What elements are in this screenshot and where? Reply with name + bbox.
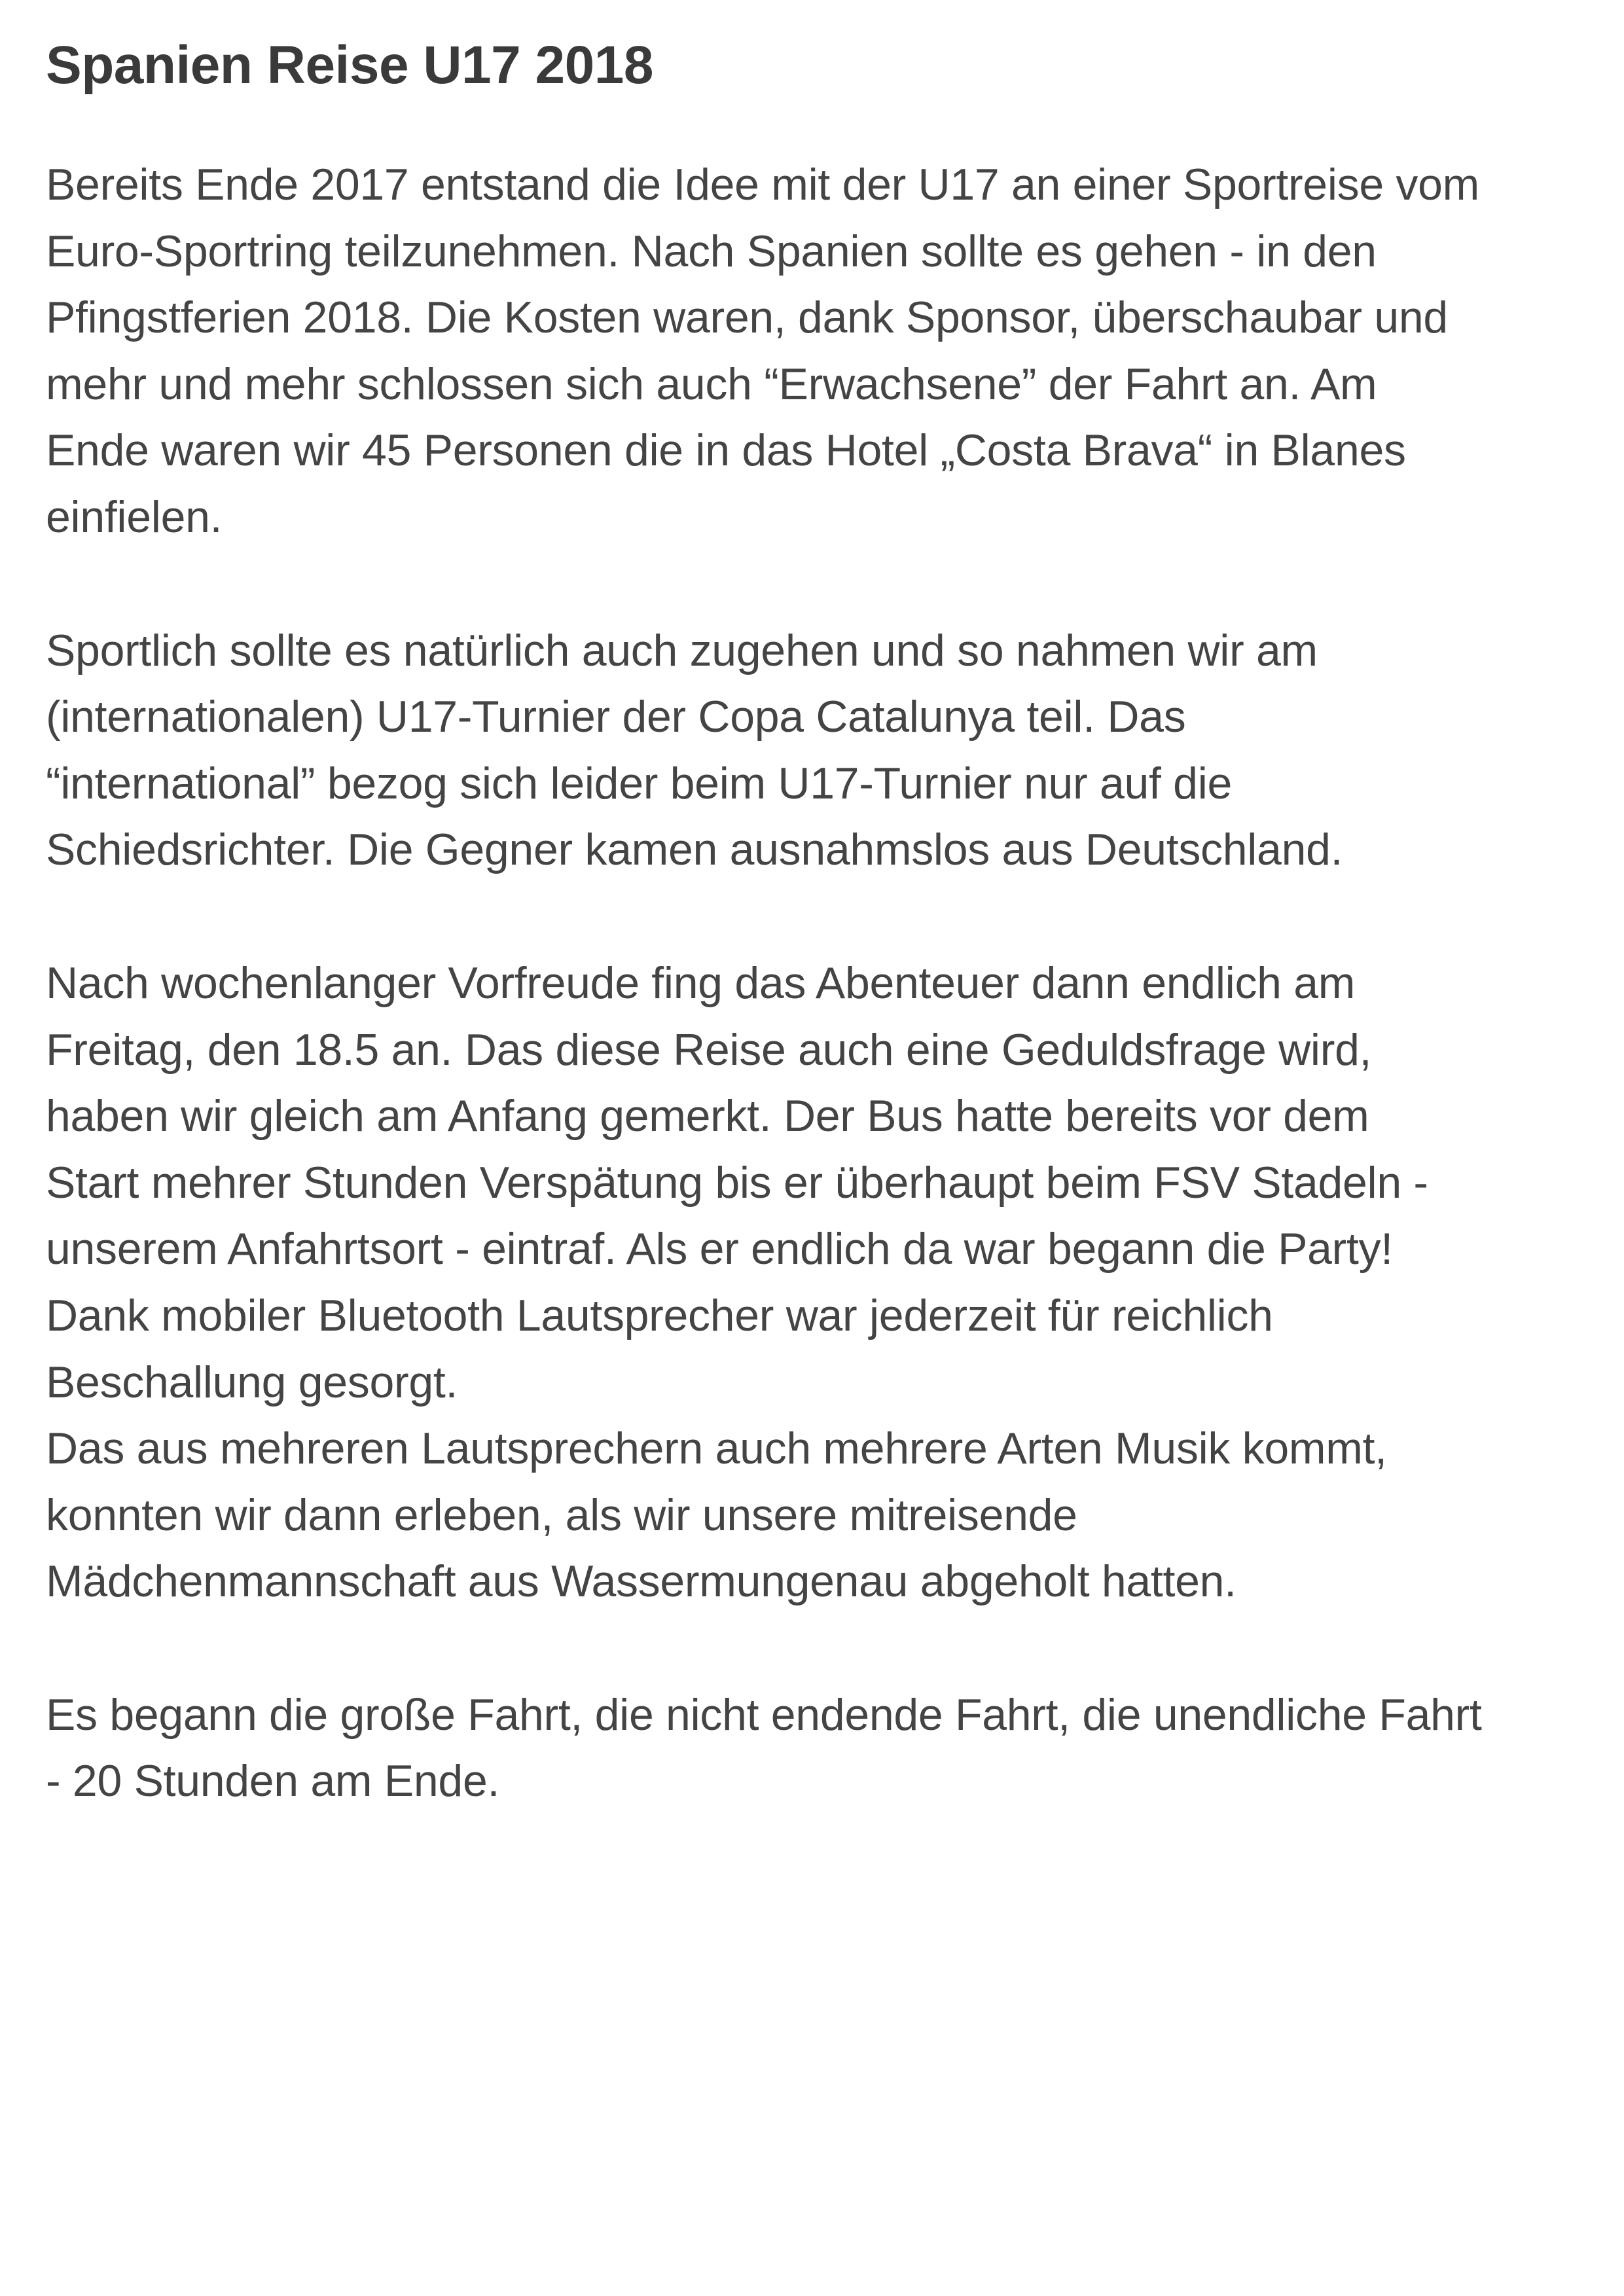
paragraph-music — [46, 1416, 1597, 1615]
paragraph-line: einfielen. — [46, 492, 223, 542]
paragraph-line: “international” bezog sich leider beim U17-Turnier nur auf die — [46, 758, 1233, 808]
paragraph-line: Start mehrer Stunden Verspätung bis er überhaupt beim FSV Stadeln - — [46, 1157, 1428, 1208]
paragraph-journey — [46, 1682, 1597, 1815]
paragraph-line: mehr und mehr schlossen sich auch “Erwachsene” der Fahrt an. Am — [46, 359, 1377, 409]
paragraph-line: konnten wir dann erleben, als wir unsere mitreisende — [46, 1490, 1077, 1540]
document-title: Spanien Reise U17 2018 — [46, 35, 653, 95]
paragraph-line: haben wir gleich am Anfang gemerkt. Der Bus hatte bereits vor dem — [46, 1091, 1369, 1141]
paragraph-line: Nach wochenlanger Vorfreude fing das Abenteuer dann endlich am — [46, 958, 1356, 1008]
paragraph-departure — [46, 950, 1597, 1416]
paragraph-intro — [46, 152, 1597, 551]
paragraph-line: Sportlich sollte es natürlich auch zugehen und so nahmen wir am — [46, 625, 1318, 675]
paragraph-line: (internationalen) U17-Turnier der Copa Catalunya teil. Das — [46, 692, 1186, 742]
paragraph-line: Schiedsrichter. Die Gegner kamen ausnahmslos aus Deutschland. — [46, 825, 1343, 875]
paragraph-line: Ende waren wir 45 Personen die in das Hotel „Costa Brava“ in Blanes — [46, 425, 1406, 476]
paragraph-line: unserem Anfahrtsort - eintraf. Als er endlich da war begann die Party! — [46, 1224, 1393, 1274]
paragraph-line: Pfingstferien 2018. Die Kosten waren, dank Sponsor, überschaubar und — [46, 293, 1448, 343]
paragraph-line: Mädchenmannschaft aus Wassermungenau abgeholt hatten. — [46, 1556, 1236, 1607]
paragraph-tournament — [46, 618, 1597, 884]
paragraph-line: Das aus mehreren Lautsprechern auch mehrere Arten Musik kommt, — [46, 1424, 1387, 1474]
paragraph-line: Es begann die große Fahrt, die nicht endende Fahrt, die unendliche Fahrt — [46, 1689, 1482, 1740]
document-page — [46, 26, 1597, 1882]
paragraph-line: Dank mobiler Bluetooth Lautsprecher war jederzeit für reichlich — [46, 1290, 1273, 1340]
paragraph-line: Bereits Ende 2017 entstand die Idee mit der U17 an einer Sportreise vom — [46, 160, 1479, 209]
paragraph-line: - 20 Stunden am Ende. — [46, 1756, 500, 1806]
paragraph-line: Euro-Sportring teilzunehmen. Nach Spanien sollte es gehen - in den — [46, 226, 1377, 276]
paragraph-line: Freitag, den 18.5 an. Das diese Reise auch eine Geduldsfrage wird, — [46, 1024, 1372, 1075]
paragraph-line: Beschallung gesorgt. — [46, 1357, 458, 1407]
